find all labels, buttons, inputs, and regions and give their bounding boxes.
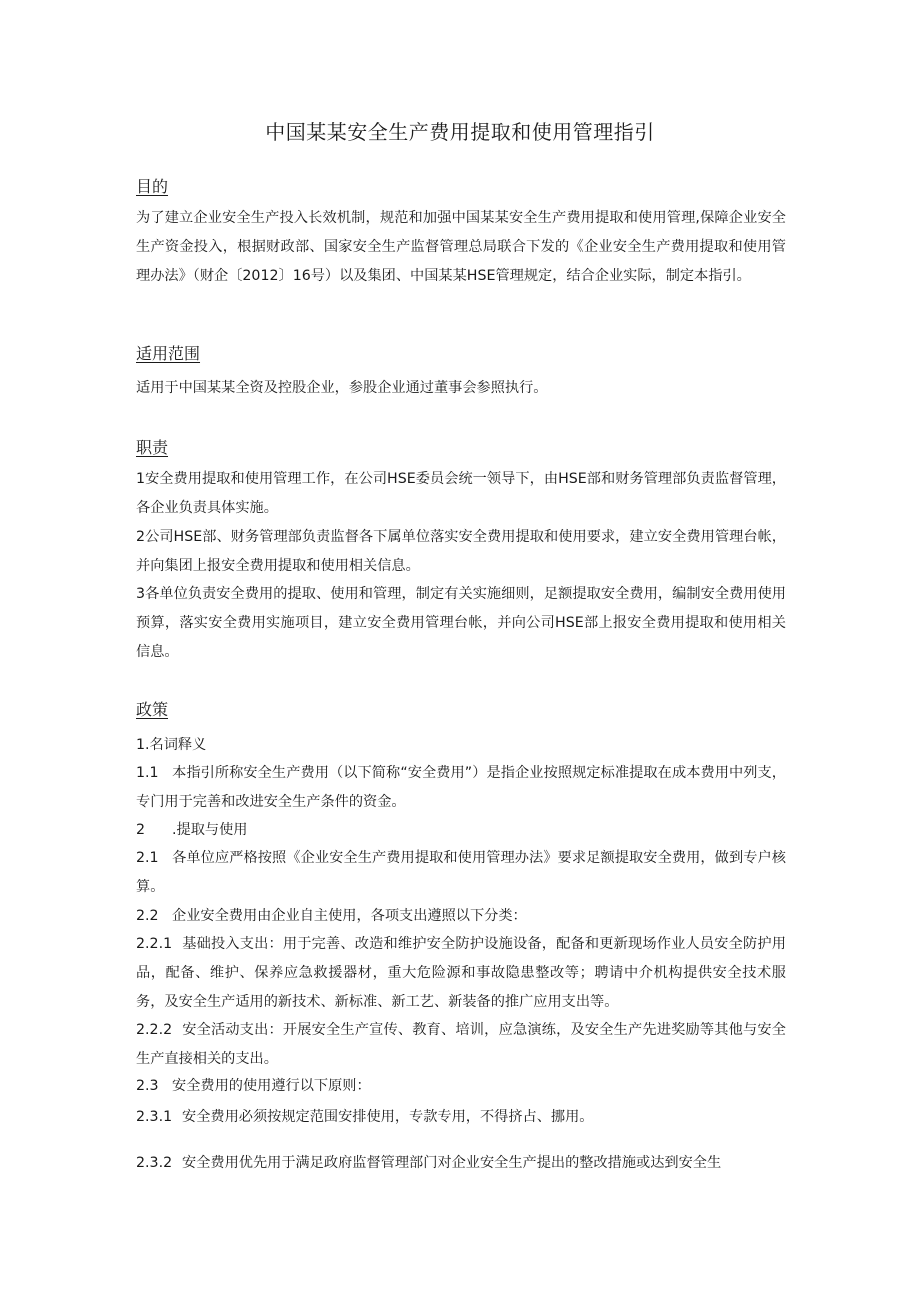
- policy-1-heading: 1.名词释义: [136, 737, 207, 753]
- policy-2-heading: [136, 820, 786, 840]
- clause-text: 安全费用的使用遵行以下原则：: [172, 1078, 371, 1094]
- policy-2-2-1: [136, 930, 786, 1017]
- clause-text: 本指引所称安全生产费用（以下简称“安全费用”）是指企业按照规定标准提取在成本费用中列支，专门用于完善和改进安全生产条件的资金。: [136, 765, 786, 810]
- section-heading-scope: 适用范围: [136, 344, 201, 363]
- scope-paragraph: 适用于中国某某全资及控股企业，参股企业通过董事会参照执行。: [136, 380, 548, 396]
- clause-number: 2.1: [136, 850, 159, 866]
- clause-number: 2.2.2: [136, 1022, 173, 1038]
- duty-item-1: 1安全费用提取和使用管理工作，在公司HSE委员会统一领导下，由HSE部和财务管理部负责监督管理，各企业负责具体实施。: [136, 471, 786, 516]
- duty-item-3: 3各单位负责安全费用的提取、使用和管理，制定有关实施细则，足额提取安全费用，编制安全费用使用预算，落实安全费用实施项目，建立安全费用管理台帐，并向公司HSE部上报安全费用提取和使用相关信息。: [136, 586, 786, 660]
- policy-1-1: [136, 759, 786, 817]
- clause-text: 安全活动支出：开展安全生产宣传、教育、培训，应急演练，及安全生产先进奖励等其他与安全生产直接相关的支出。: [136, 1022, 786, 1067]
- purpose-paragraph: 为了建立企业安全生产投入长效机制，规范和加强中国某某安全生产费用提取和使用管理,保障企业安全生产资金投入，根据财政部、国家安全生产监督管理总局联合下发的《企业安全生产费用提取和使用管理办法》（财企〔2012〕16号）以及集团、中国某某HSE管理规定，结合企业实际，制定本指引。: [136, 210, 786, 284]
- policy-2-2-2: [136, 1016, 786, 1074]
- duty-item-2: 2公司HSE部、财务管理部负责监督各下属单位落实安全费用提取和使用要求，建立安全费用管理台帐，并向集团上报安全费用提取和使用相关信息。: [136, 529, 786, 574]
- clause-number: 2.2.1: [136, 936, 173, 952]
- clause-number: 2: [136, 822, 146, 838]
- policy-2-3-1: [136, 1107, 786, 1127]
- clause-text: 安全费用必须按规定范围安排使用，专款专用，不得挤占、挪用。: [182, 1109, 594, 1125]
- clause-text: 安全费用优先用于满足政府监督管理部门对企业安全生产提出的整改措施或达到安全生: [182, 1155, 722, 1171]
- section-heading-duties: 职责: [136, 438, 169, 457]
- policy-2-3: [136, 1076, 786, 1096]
- clause-text: 企业安全费用由企业自主使用，各项支出遵照以下分类：: [172, 908, 527, 924]
- clause-number: 2.3: [136, 1078, 159, 1094]
- clause-number: 2.3.2: [136, 1155, 173, 1171]
- clause-number: 1.1: [136, 765, 159, 781]
- section-heading-policy: 政策: [136, 700, 169, 719]
- document-title: 中国某某安全生产费用提取和使用管理指引: [265, 120, 655, 144]
- clause-number: 2.2: [136, 908, 159, 924]
- clause-number: 2.3.1: [136, 1109, 173, 1125]
- policy-2-3-2: [136, 1153, 786, 1173]
- clause-text: .提取与使用: [172, 822, 248, 838]
- clause-text: 各单位应严格按照《企业安全生产费用提取和使用管理办法》要求足额提取安全费用，做到专户核算。: [136, 850, 786, 895]
- policy-2-1: [136, 844, 786, 902]
- section-heading-purpose: 目的: [136, 177, 169, 196]
- clause-text: 基础投入支出：用于完善、改造和维护安全防护设施设备，配备和更新现场作业人员安全防护用品，配备、维护、保养应急救援器材，重大危险源和事故隐患整改等；聘请中介机构提供安全技术服务，及安全生产适用的新技术、新标准、新工艺、新装备的推广应用支出等。: [136, 936, 786, 1010]
- policy-2-2: [136, 906, 786, 926]
